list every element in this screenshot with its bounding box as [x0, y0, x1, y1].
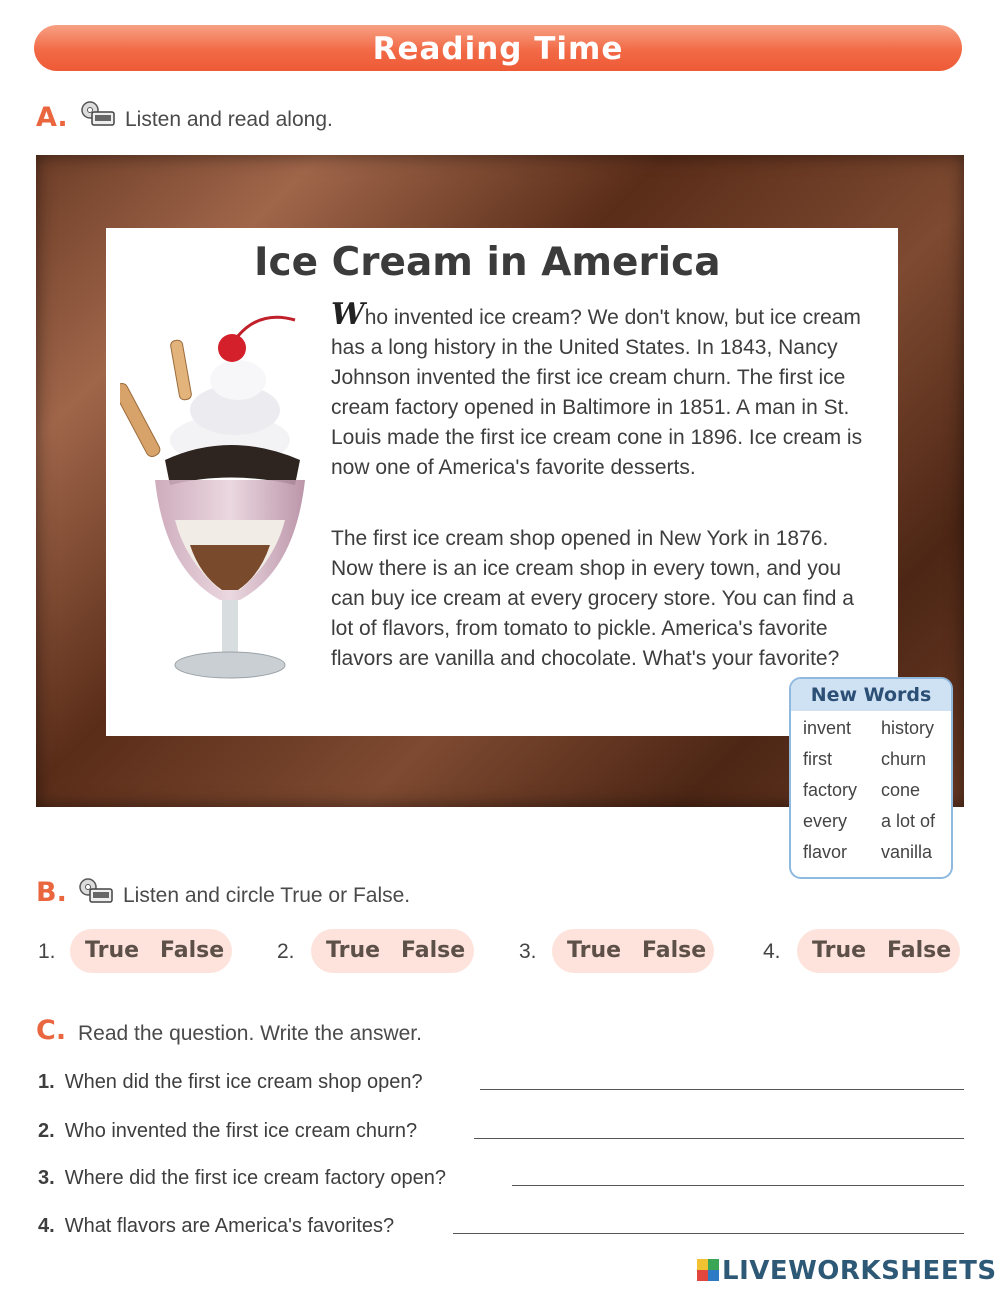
question-text: What flavors are America's favorites? [64, 1215, 395, 1237]
new-word: history [881, 718, 935, 738]
tf-item-number: 3. [519, 940, 537, 963]
answer-line-3[interactable] [512, 1185, 964, 1186]
tf-item-number: 4. [763, 940, 781, 963]
new-word: cone [881, 780, 921, 800]
section-c-letter: C. [36, 1015, 67, 1046]
true-option-3[interactable]: True [567, 938, 622, 963]
question-2 [38, 1120, 417, 1143]
tf-item-number: 2. [277, 940, 295, 963]
answer-line-2[interactable] [474, 1138, 964, 1139]
question-number: 3. [38, 1167, 55, 1189]
article-title: Ice Cream in America [254, 240, 721, 285]
article-paragraph-1 [331, 297, 871, 483]
ice-cream-sundae-image [120, 300, 320, 700]
new-word: every [803, 811, 848, 831]
section-b-letter: B. [36, 877, 67, 908]
section-b-instruction: Listen and circle True or False. [123, 884, 411, 907]
logo-mark-icon [697, 1259, 719, 1281]
false-option-1[interactable]: False [160, 938, 225, 963]
false-option-3[interactable]: False [642, 938, 707, 963]
new-word: churn [881, 749, 927, 769]
question-1 [38, 1071, 423, 1094]
false-option-2[interactable]: False [401, 938, 466, 963]
paragraph-1-text: ho invented ice cream? We don't know, but ice cream has a long history in the United States. In 1843, Nancy Johnson invented the first ice cream churn. The first ice cream factory opened in Baltimore in 1851. A man in St. Louis made the first ice cream cone in 1896. Ice cream is now one of America's favorite desserts. [331, 306, 863, 479]
answer-line-1[interactable] [480, 1089, 964, 1090]
new-word: flavor [803, 842, 848, 862]
question-number: 2. [38, 1120, 55, 1142]
audio-cd-icon[interactable] [80, 100, 116, 130]
new-word: invent [803, 718, 852, 738]
question-4 [38, 1215, 394, 1238]
true-option-4[interactable]: True [812, 938, 867, 963]
new-word: factory [803, 780, 858, 800]
question-text: Where did the first ice cream factory open? [64, 1167, 446, 1189]
question-3 [38, 1167, 446, 1190]
tf-item-number: 1. [38, 940, 56, 963]
new-word: vanilla [881, 842, 933, 862]
reading-time-banner [34, 25, 962, 71]
new-word: first [803, 749, 832, 769]
true-option-2[interactable]: True [326, 938, 381, 963]
false-option-4[interactable]: False [887, 938, 952, 963]
answer-line-4[interactable] [453, 1233, 964, 1234]
section-c-instruction: Read the question. Write the answer. [78, 1022, 422, 1045]
banner-title: Reading Time [372, 31, 624, 67]
audio-cd-icon[interactable] [78, 877, 114, 907]
question-number: 4. [38, 1215, 55, 1237]
question-text: When did the first ice cream shop open? [64, 1071, 423, 1093]
true-option-1[interactable]: True [85, 938, 140, 963]
new-words-title: New Words [791, 679, 951, 711]
section-a-instruction: Listen and read along. [125, 108, 333, 131]
new-words-list [791, 711, 951, 864]
dropcap-letter: W [331, 297, 365, 332]
new-word: a lot of [881, 811, 936, 831]
question-number: 1. [38, 1071, 55, 1093]
question-text: Who invented the first ice cream churn? [64, 1120, 418, 1142]
article-paragraph-2: The first ice cream shop opened in New York in 1876. Now there is an ice cream shop in every town, and you can buy ice cream at every grocery store. You can find a lot of flavors, from tomato to pickle. America's favorite flavors are vanilla and chocolate. What's your favorite? [331, 527, 854, 670]
new-words-box [789, 677, 953, 879]
section-a-letter: A. [36, 102, 68, 133]
logo-text: LIVEWORKSHEETS [722, 1256, 997, 1286]
